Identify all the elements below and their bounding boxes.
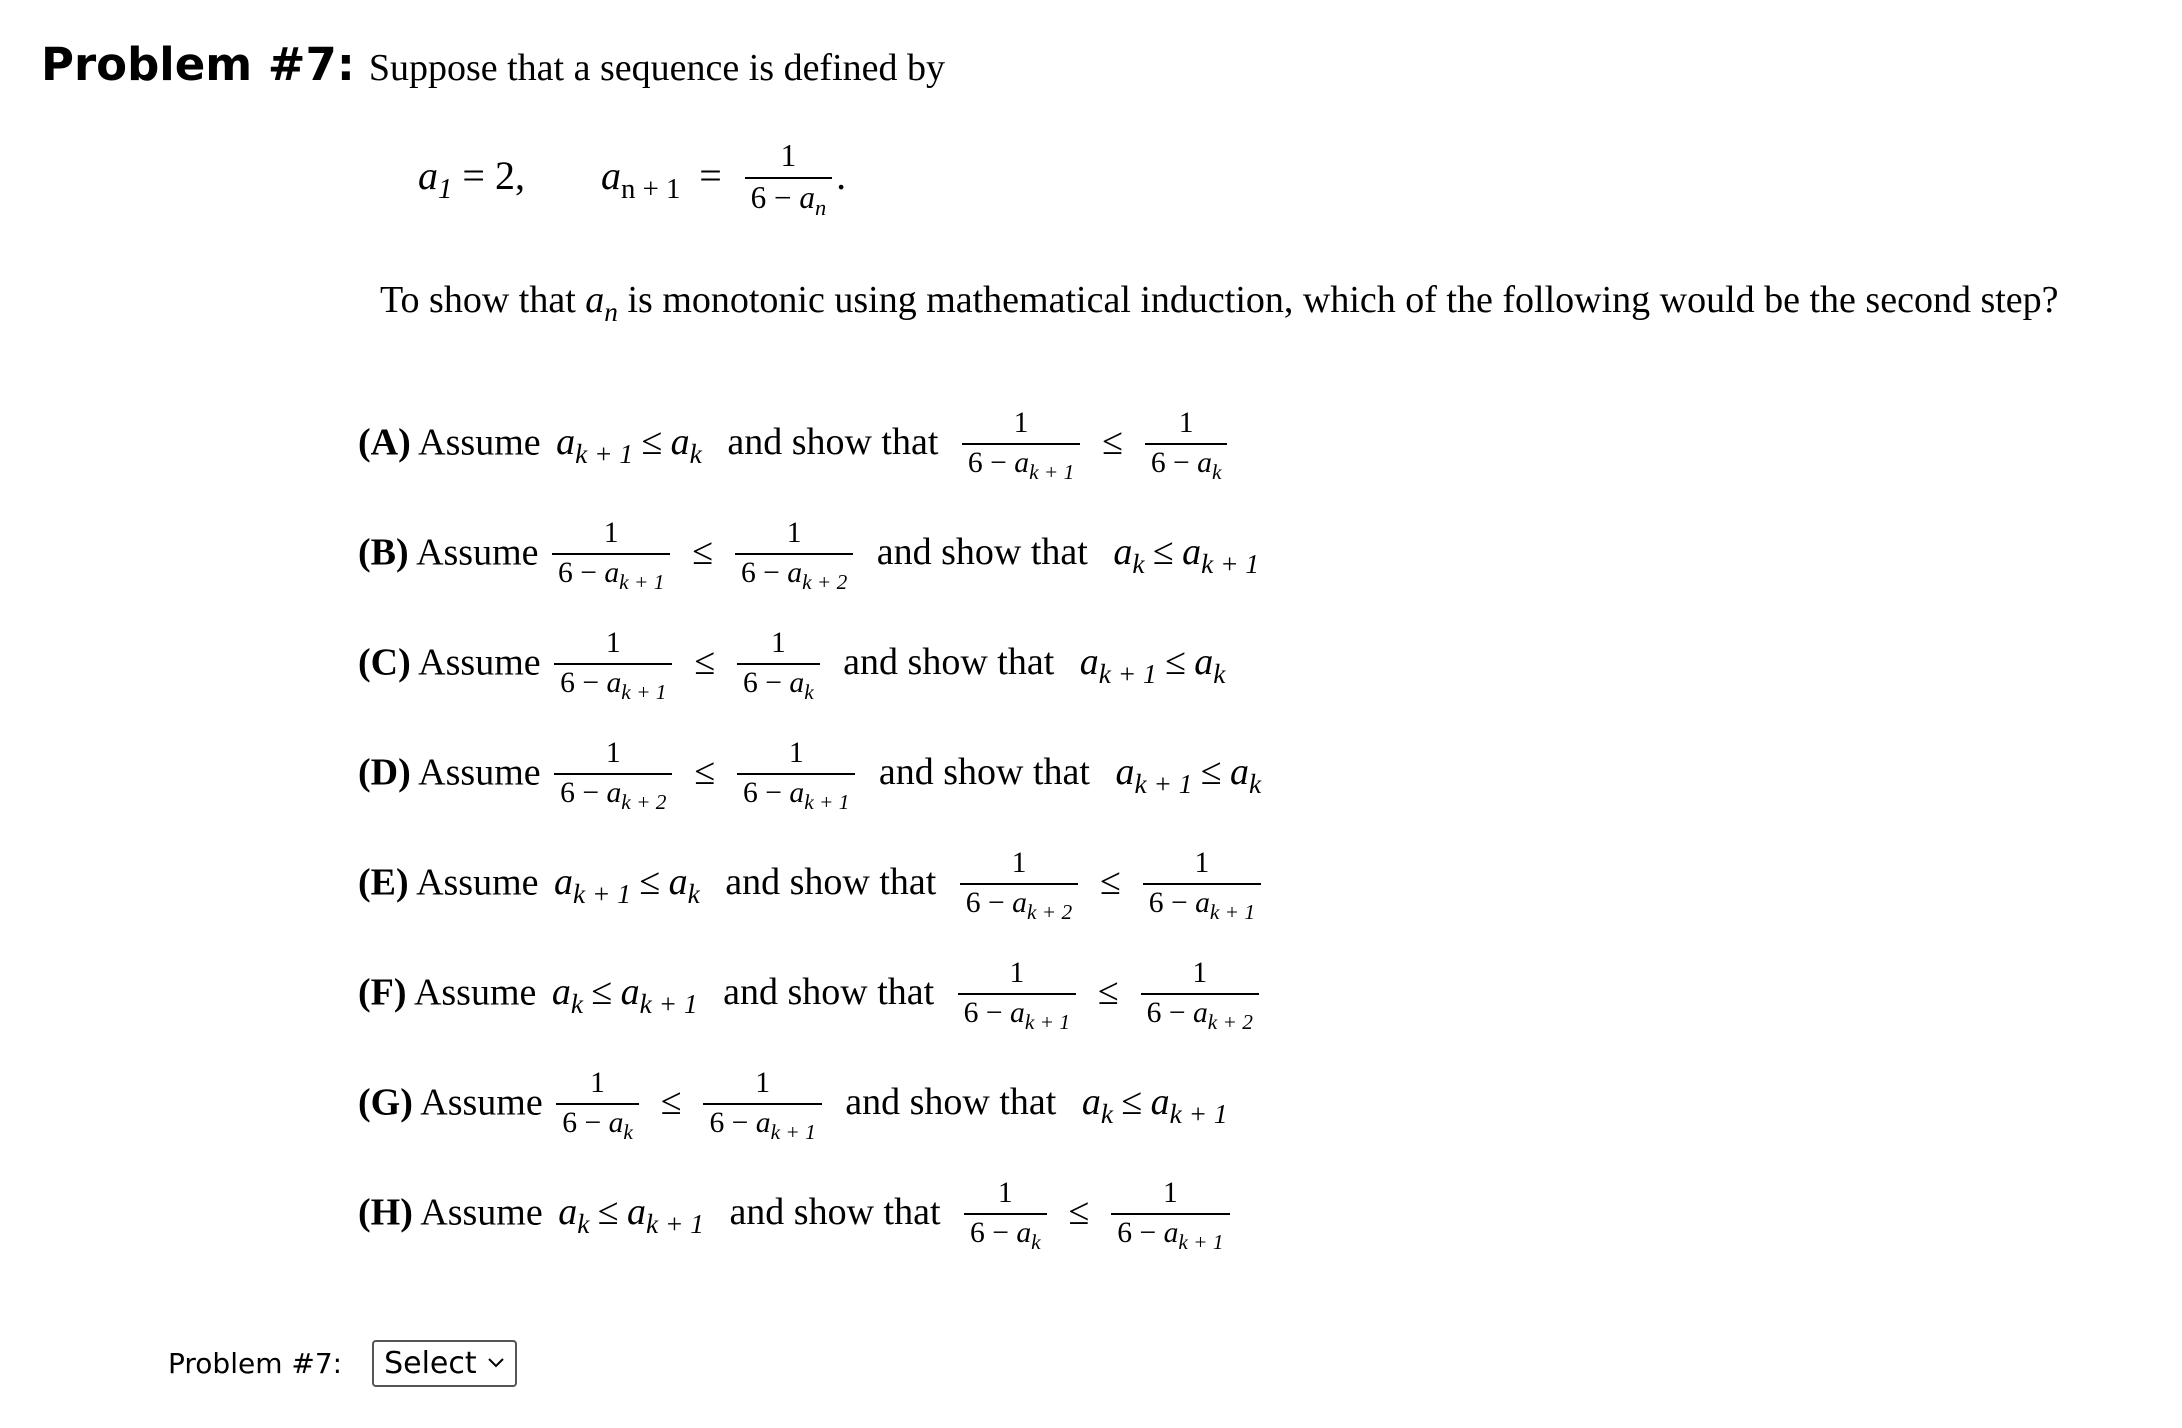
- option-a: (A) Assume $a_{k + 1} \le a_k$ and show that $\frac{1}{6 - a_{k + 1}}$ ≤ $\frac{1}{6 - a_k}$: [358, 408, 1231, 483]
- option-c: (C) Assume $\frac{1}{6 - a_{k + 1}}$ ≤ $\frac{1}{6 - a_k}$ and show that $a_{k + 1} \le a_k$: [358, 627, 1226, 704]
- option-f: (F) Assume $a_k \le a_{k + 1}$ and show that $\frac{1}{6 - a_{k + 1}}$ ≤ $\frac{1}{6 - a_{k + 2}}$: [358, 958, 1263, 1033]
- sequence-definition: $a_1 = 2$, $a_{n + 1}$ = $\frac{1}{6 - a_n}$ .: [418, 138, 847, 220]
- question-text: To show that $a_n$ is monotonic using mathematical induction, which of the following would be the second step?: [380, 279, 2059, 327]
- answer-select[interactable]: [372, 1340, 517, 1387]
- answer-select-value: Select: [384, 1346, 477, 1381]
- problem-intro: Suppose that a sequence is defined by: [368, 47, 946, 89]
- option-h: (H) Assume $a_k \le a_{k + 1}$ and show that $\frac{1}{6 - a_k}$ ≤ $\frac{1}{6 - a_{k + 1}}$: [358, 1178, 1234, 1253]
- problem-heading: [41, 38, 945, 91]
- option-e: (E) Assume $a_{k + 1} \le a_k$ and show that $\frac{1}{6 - a_{k + 2}}$ ≤ $\frac{1}{6 - a_{k + 1}}$: [358, 848, 1265, 923]
- answer-row: [168, 1340, 517, 1387]
- option-g: (G) Assume $\frac{1}{6 - a_k}$ ≤ $\frac{1}{6 - a_{k + 1}}$ and show that $a_k \le a_{k + 1}$: [358, 1067, 1228, 1144]
- chevron-down-icon: [487, 1353, 505, 1374]
- answer-label: Problem #7:: [168, 1347, 343, 1380]
- recurrence-fraction: $\frac{1}{6 - a_n}$: [745, 140, 833, 220]
- option-d: (D) Assume $\frac{1}{6 - a_{k + 2}}$ ≤ $\frac{1}{6 - a_{k + 1}}$ and show that $a_{k + 1} \le a_k$: [358, 737, 1262, 814]
- problem-label: Problem #7:: [41, 38, 355, 91]
- option-b: (B) Assume $\frac{1}{6 - a_{k + 1}}$ ≤ $\frac{1}{6 - a_{k + 2}}$ and show that $a_k \le a_{k + 1}$: [358, 517, 1260, 594]
